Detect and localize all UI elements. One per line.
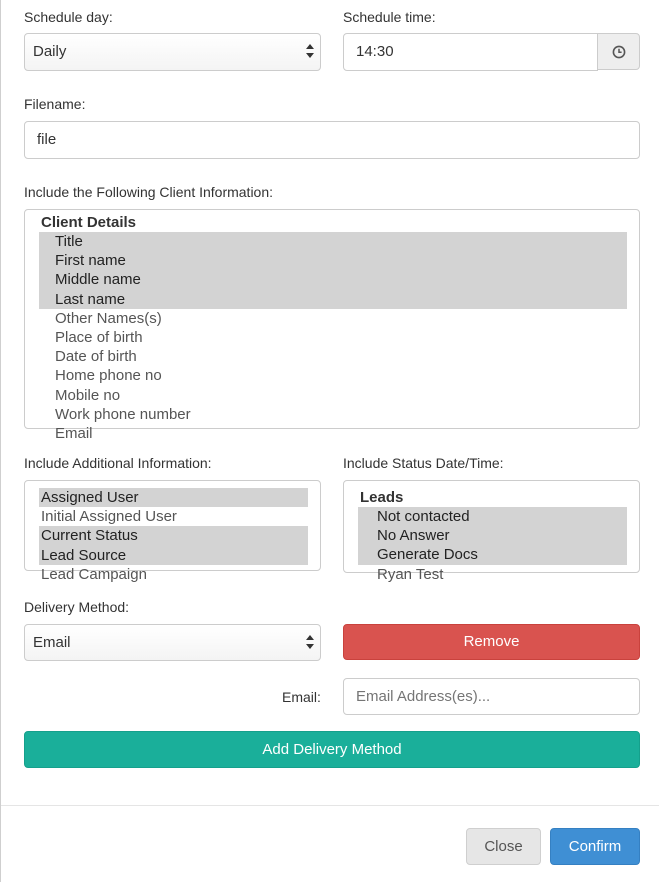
status-datetime-label: Include Status Date/Time: [343,455,504,471]
list-item[interactable]: Home phone no [55,367,162,385]
email-label: Email: [282,689,321,705]
status-datetime-multiselect[interactable] [343,480,640,583]
additional-info-label: Include Additional Information: [24,455,212,471]
leads-group: Leads [360,489,404,506]
time-picker-button[interactable] [597,33,640,70]
list-item[interactable]: Middle name [39,270,627,289]
status-datetime-options [358,488,627,584]
list-item[interactable]: Current Status [39,526,308,545]
filename-label: Filename: [24,96,86,112]
delivery-method-select[interactable] [24,624,321,661]
schedule-day-select[interactable] [24,33,321,71]
list-item[interactable]: Initial Assigned User [41,508,177,526]
list-item[interactable]: Mobile no [55,386,121,404]
list-item[interactable]: Date of birth [55,348,137,366]
list-item[interactable]: Other Names(s) [55,309,162,327]
select-arrows-icon [306,44,314,60]
add-delivery-method-button[interactable]: Add Delivery Method [24,731,640,768]
delivery-method-label: Delivery Method: [24,599,130,615]
list-item[interactable]: Last name [39,290,627,309]
list-item[interactable]: Place of birth [55,328,143,346]
client-info-options [39,213,627,443]
schedule-time-value: 14:30 [356,43,394,60]
email-input[interactable] [343,678,640,715]
schedule-time-input[interactable] [343,33,598,71]
schedule-time-label: Schedule time: [343,9,436,25]
list-item[interactable]: Lead Source [39,546,308,565]
list-item[interactable]: Ryan Test [377,565,444,583]
client-details-group: Client Details [41,214,137,231]
filename-value: file [37,131,57,148]
client-info-label: Include the Following Client Information: [24,184,274,200]
delivery-method-value: Email [33,634,71,651]
list-item[interactable]: Lead Campaign [41,565,147,583]
list-item[interactable]: First name [39,251,627,270]
confirm-button[interactable]: Confirm [550,828,640,865]
schedule-day-label: Schedule day: [24,9,113,25]
list-item[interactable]: No Answer [358,526,627,545]
additional-info-options [39,488,308,584]
schedule-day-value: Daily [33,43,67,60]
additional-info-multiselect[interactable] [24,480,321,583]
footer-divider [1,805,659,806]
list-item[interactable]: Title [39,232,627,251]
list-item[interactable]: Email [55,424,93,442]
list-item[interactable]: Assigned User [39,488,308,507]
select-arrows-icon [306,635,314,651]
clock-icon [612,45,626,59]
list-item[interactable]: Not contacted [358,507,627,526]
filename-input[interactable] [24,121,640,159]
list-item[interactable]: Work phone number [55,405,191,423]
close-button[interactable]: Close [466,828,541,865]
client-info-multiselect[interactable] [24,209,640,442]
list-item[interactable]: Generate Docs [358,545,627,564]
remove-button[interactable]: Remove [343,624,640,660]
